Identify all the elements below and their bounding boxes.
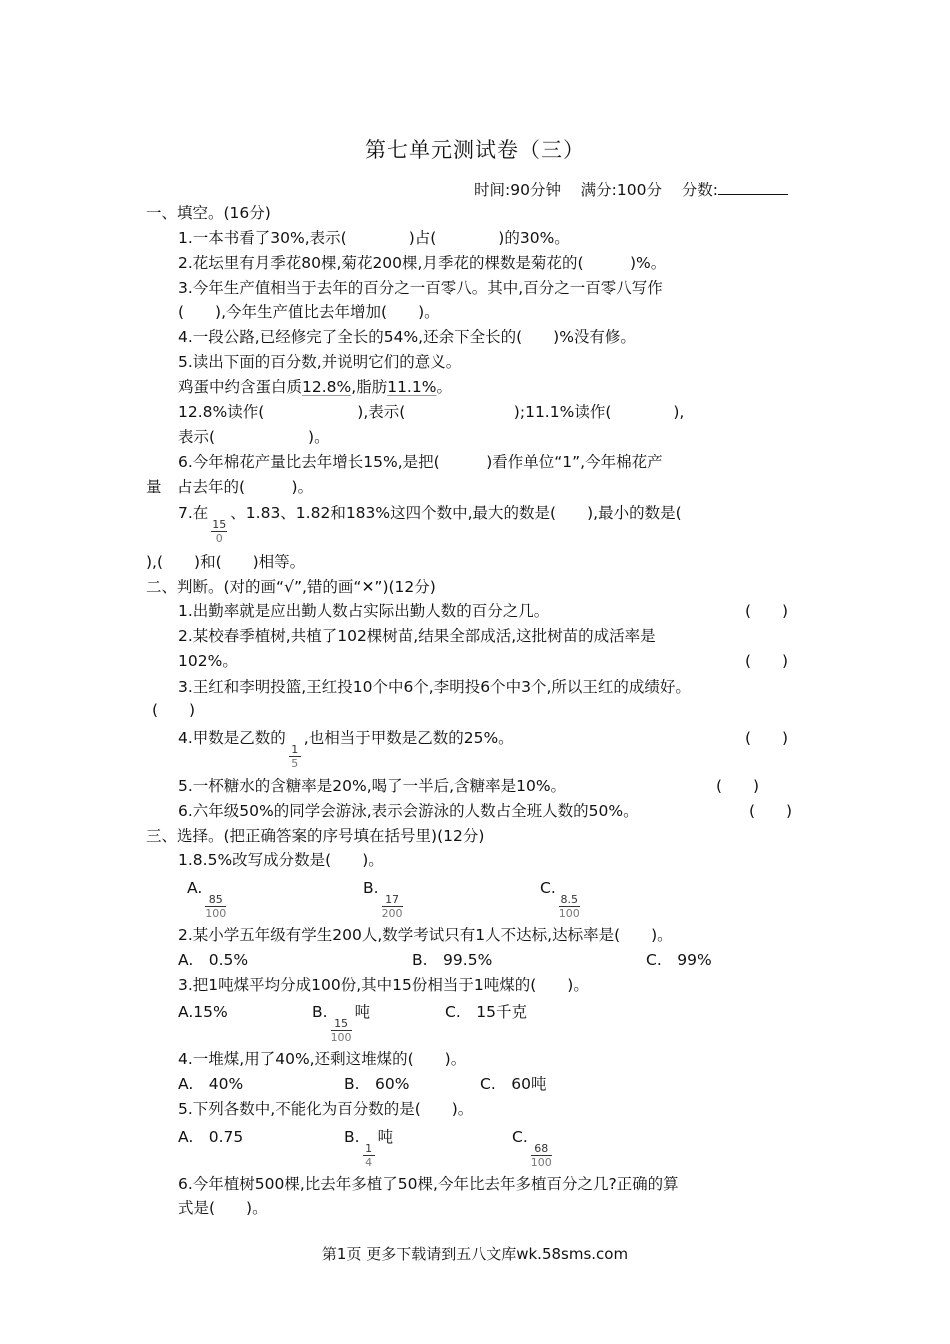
answer-paren[interactable]: ( ) [749,802,793,820]
option-c: C. 99% [646,951,712,969]
s2-q5: 5.一杯糖水的含糖率是20%,喝了一半后,含糖率是10%。 [178,777,567,795]
full-score: 满分:100分 [580,181,662,199]
answer-paren[interactable]: ( ) [716,777,760,795]
s2-q4 [178,728,514,770]
numerator: 8.5 [560,893,578,906]
s3-q4: 4.一堆煤,用了40%,还剩这堆煤的( )。 [178,1050,467,1068]
unit: 吨 [377,1128,394,1146]
s1-q5b-end: 。 [436,378,452,396]
numerator: 15 [212,518,227,531]
denominator: 5 [291,757,299,770]
s3-q6b: 式是( )。 [178,1199,268,1217]
exam-meta [474,178,788,200]
s2-q3: 3.王红和李明投篮,王红投10个中6个,李明投6个中3个,所以王红的成绩好。 [178,678,691,696]
denominator: 0 [215,532,223,545]
fraction [558,893,580,920]
s1-q3b: ( ),今年生产值比去年增加( )。 [178,303,440,321]
s1-q6a: 6.今年棉花产量比去年增长15%,是把( )看作单位“1”,今年棉花产 [178,453,663,471]
score-blank[interactable] [718,180,788,195]
s1-q5b-mid: ,脂肪 [351,378,388,396]
fraction [363,1142,375,1169]
option-letter: C. [512,1128,528,1146]
option-a [187,878,229,920]
denominator: 200 [381,907,403,920]
fraction [205,893,227,920]
option-letter: B. [363,879,379,897]
option-letter: C. [540,879,556,897]
s2-q4-post: ,也相当于甲数是乙数的25%。 [303,729,514,747]
s2-q6: 6.六年级50%的同学会游泳,表示会游泳的人数占全班人数的50%。 [178,802,639,820]
option-c: C. 15千克 [445,1003,527,1021]
s1-q1: 1.一本书看了30%,表示( )占( )的30%。 [178,229,570,247]
option-letter: B. [344,1128,360,1146]
s1-q5b-pre: 鸡蛋中约含蛋白质 [178,378,303,396]
numerator: 68 [534,1142,549,1155]
numerator: 1 [365,1142,373,1155]
answer-paren[interactable]: ( ) [152,701,196,719]
s3-q1: 1.8.5%改写成分数是( )。 [178,851,384,869]
section-2-heading: 二、判断。(对的画“√”,错的画“✕”)(12分) [146,578,436,596]
s1-q7b: ),( )和( )相等。 [146,553,306,571]
s1-q5b [178,377,452,397]
fraction [289,743,301,770]
s1-q3a: 3.今年生产值相当于去年的百分之一百零八。其中,百分之一百零八写作 [178,279,663,297]
option-b: B. 60% [344,1075,410,1093]
answer-paren[interactable]: ( ) [745,602,789,620]
answer-paren[interactable]: ( ) [745,729,789,747]
fraction [530,1142,552,1169]
s1-q6b: 量 占去年的( )。 [146,478,314,496]
s1-q7-post: 、1.83、1.82和183%这四个数中,最大的数是( ),最小的数是( [230,504,682,522]
fraction [211,518,227,545]
denominator: 100 [558,907,580,920]
option-c [512,1127,555,1169]
s1-q4: 4.一段公路,已经修完了全长的54%,还余下全长的( )%没有修。 [178,328,636,346]
numerator: 1 [291,743,299,756]
option-a: A. 0.75 [178,1128,244,1146]
s3-q6a: 6.今年植树500棵,比去年多植了50棵,今年比去年多植百分之几?正确的算 [178,1175,679,1193]
page-title: 第七单元测试卷（三） [365,138,585,162]
time-limit: 时间:90分钟 [474,181,561,199]
option-b [363,878,406,920]
option-b: B. 99.5% [412,951,493,969]
page-footer: 第1页 更多下载请到五八文库wk.58sms.com [321,1245,629,1263]
protein-value: 12.8% [302,378,352,396]
option-c [540,878,583,920]
s2-q1: 1.出勤率就是应出勤人数占实际出勤人数的百分之几。 [178,602,550,620]
option-a: A.15% [178,1003,228,1021]
option-c: C. 60吨 [480,1075,547,1093]
s3-q5: 5.下列各数中,不能化为百分数的是( )。 [178,1100,474,1118]
section-1-heading: 一、填空。(16分) [146,204,271,222]
answer-paren[interactable]: ( ) [745,652,789,670]
denominator: 4 [365,1156,373,1169]
s1-q7-pre: 7.在 [178,504,209,522]
denominator: 100 [205,907,227,920]
s1-q7 [178,503,682,545]
option-a: A. 40% [178,1075,244,1093]
option-b [312,1002,371,1044]
denominator: 100 [530,1156,552,1169]
option-a: A. 0.5% [178,951,249,969]
s2-q4-pre: 4.甲数是乙数的 [178,729,286,747]
score-label: 分数: [681,181,718,199]
section-3-heading: 三、选择。(把正确答案的序号填在括号里)(12分) [146,827,485,845]
s1-q5: 5.读出下面的百分数,并说明它们的意义。 [178,353,462,371]
fraction [381,893,403,920]
unit: 吨 [354,1003,371,1021]
numerator: 15 [334,1017,349,1030]
denominator: 100 [330,1031,352,1044]
option-letter: A. [187,879,203,897]
fraction [330,1017,352,1044]
option-letter: B. [312,1003,328,1021]
s2-q2a: 2.某校春季植树,共植了102棵树苗,结果全部成活,这批树苗的成活率是 [178,627,656,645]
s3-q3: 3.把1吨煤平均分成100份,其中15份相当于1吨煤的( )。 [178,976,589,994]
s1-q5d: 表示( )。 [178,428,330,446]
s1-q5c: 12.8%读作( ),表示( );11.1%读作( ), [178,403,685,421]
fat-value: 11.1% [387,378,437,396]
s2-q2b: 102%。 [178,652,238,670]
s3-q2: 2.某小学五年级有学生200人,数学考试只有1人不达标,达标率是( )。 [178,926,673,944]
numerator: 17 [385,893,400,906]
s1-q2: 2.花坛里有月季花80棵,菊花200棵,月季花的棵数是菊花的( )%。 [178,254,667,272]
numerator: 85 [208,893,223,906]
option-b [344,1127,394,1169]
